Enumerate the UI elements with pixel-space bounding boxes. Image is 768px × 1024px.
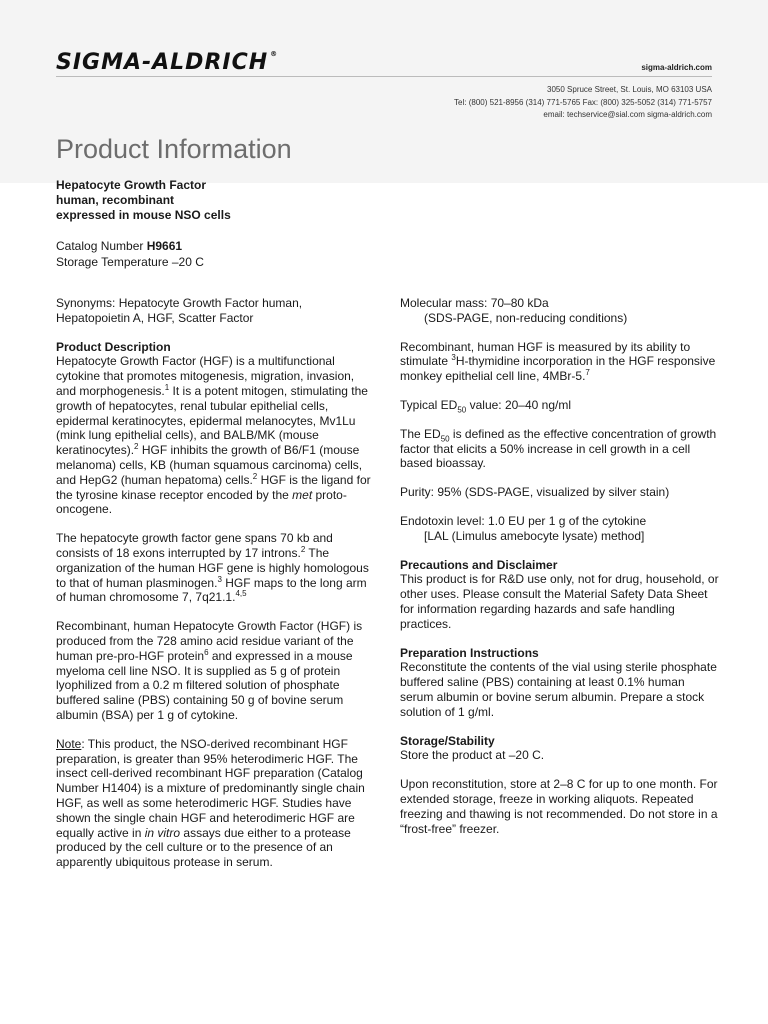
- reference-sup: 2: [252, 471, 258, 481]
- text-run: HGF is the ligand for the tyrosine kinase receptor encoded by the: [56, 472, 371, 502]
- text-run: The hepatocyte growth factor gene spans 70 kb and consists of 18 exons interrupted by 17 introns.: [56, 531, 333, 560]
- email-line[interactable]: email: techservice@sial.com sigma-aldrich.com: [543, 110, 712, 120]
- note-paragraph: [56, 737, 376, 870]
- header-divider: [56, 76, 712, 77]
- text-run: H-thymidine incorporation in the HGF responsive monkey epithelial cell line, 4MBr-5.: [400, 354, 716, 384]
- text-run: : This product, the NSO-derived recombinant HGF preparation, is greater than 95% heterodimeric HGF. The insect cell-derived recombinant HGF preparation (Catalog Number H1404) is a mixture of predominantly single chain HGF, as well as some heterodimeric HGF. Studies have shown the single chain HGF and heterodimeric HGF are equally active in: [56, 736, 365, 840]
- ed50-definition: [400, 427, 720, 471]
- text-run: [LAL (Limulus amebocyte lysate) method]: [424, 528, 645, 543]
- catalog-label: Catalog Number: [56, 239, 147, 253]
- text-run: It is a potent mitogen, stimulating the growth of hepatocytes, renal tubular epithelial cells, epidermal keratinocytes, epidermal melanocytes, Mv1Lu (mink lung epithelial cells), and BALB/MK (mouse keratinocytes).: [56, 383, 368, 458]
- activity-paragraph: [400, 340, 720, 384]
- catalog-info: [56, 238, 204, 270]
- text-run: Recombinant, human Hepatocyte Growth Factor (HGF) is produced from the 728 amino acid residue variant of the human pre-pro-HGF protein: [56, 619, 363, 663]
- registered-mark: ®: [270, 50, 279, 58]
- text-run: The organization of the human HGF gene is highly homologous to that of human plasminogen.: [56, 545, 369, 590]
- text-run: assays due either to a protease produced by the cell culture or to the presence of an apparently ubiquitous protease in serum.: [56, 825, 351, 870]
- description-paragraph: [56, 354, 376, 517]
- italic-term: in vitro: [144, 825, 181, 840]
- note-label: Note: [56, 736, 82, 751]
- section-heading-description: Product Description: [56, 339, 171, 354]
- subscript: 50: [457, 405, 467, 415]
- section-heading-preparation: Preparation Instructions: [400, 645, 539, 660]
- storage-text: Store the product at –20 C.: [400, 748, 545, 763]
- gene-paragraph: [56, 531, 376, 605]
- synonyms: Synonyms: Hepatocyte Growth Factor human, Hepatopoietin A, HGF, Scatter Factor: [56, 296, 303, 325]
- reference-sup: 6: [204, 647, 209, 657]
- reference-sup: 2: [134, 442, 139, 452]
- right-column: [400, 296, 720, 850]
- section-heading-storage: Storage/Stability: [400, 733, 495, 748]
- text-run: Hepatocyte Growth Factor (HGF) is a multifunctional cytokine that promotes mitogenesis, migration, invasion, and morphogenesis.: [56, 354, 355, 398]
- product-name-line: Hepatocyte Growth Factor: [56, 178, 207, 192]
- product-name: [56, 178, 231, 223]
- precautions-text: This product is for R&D use only, not for drug, household, or other uses. Please consult the Material Safety Data Sheet for information regarding hazards and safe handling practices.: [400, 572, 719, 631]
- brand-logo: [56, 50, 278, 75]
- text-run: (SDS-PAGE, non-reducing conditions): [424, 310, 628, 325]
- text-run: HGF inhibits the growth of B6/F1 (mouse melanoma) cells, KB (human squamous carcinoma) cells, and HepG2 (human hepatoma) cells.: [56, 443, 363, 487]
- gene-name: met: [292, 487, 313, 502]
- text-run: Molecular mass: 70–80 kDa: [400, 296, 549, 310]
- recombinant-paragraph: [56, 619, 376, 723]
- reference-sup: 4,5: [235, 589, 247, 599]
- molecular-mass: [400, 296, 720, 326]
- subscript: 50: [440, 434, 450, 444]
- reconstitution-text: Upon reconstitution, store at 2–8 C for up to one month. For extended storage, freeze in working aliquots. Repeated freezing and thawing is not recommended. Do not store in a “frost-free” freezer.: [400, 777, 718, 836]
- reference-sup: 7: [585, 368, 590, 378]
- text-run: The ED: [400, 426, 441, 441]
- section-heading-precautions: Precautions and Disclaimer: [400, 557, 558, 572]
- reference-sup: 1: [164, 382, 170, 392]
- text-run: Typical ED: [400, 397, 458, 412]
- phone-line: Tel: (800) 521-8956 (314) 771-5765 Fax: (800) 325-5052 (314) 771-5757: [454, 97, 712, 107]
- left-column: [56, 296, 376, 884]
- text-run: proto-oncogene.: [56, 487, 347, 517]
- reference-sup: 2: [300, 544, 306, 554]
- catalog-number: H9661: [146, 239, 183, 253]
- text-run: HGF maps to the long arm of human chromosome 7, 7q21.1.: [56, 575, 367, 605]
- purity: Purity: 95% (SDS-PAGE, visualized by silver stain): [400, 485, 670, 500]
- text-run: value: 20–40 ng/ml: [466, 397, 572, 412]
- product-name-line: expressed in mouse NSO cells: [56, 208, 231, 222]
- text-run: is defined as the effective concentration of growth factor that elicits a 50% increase in cell growth in a cell based bioassay.: [400, 426, 717, 471]
- address-line: 3050 Spruce Street, St. Louis, MO 63103 USA: [547, 85, 712, 94]
- text-run: Recombinant, human HGF is measured by its ability to stimulate: [400, 339, 691, 369]
- text-run: and expressed in a mouse myeloma cell line NSO. It is supplied as 5 g of protein lyophilized from a 0.2 m filtered solution of phosphate buffered saline (PBS) containing 50 g of bovine serum albumin (BSA) per 1 g of cytokine.: [56, 648, 353, 722]
- website-link[interactable]: sigma-aldrich.com: [641, 63, 712, 72]
- preparation-text: Reconstitute the contents of the vial using sterile phosphate buffered saline (PBS) containing at least 0.1% human serum albumin or bovine serum albumin. Prepare a stock solution of 1 g/ml.: [400, 660, 717, 719]
- ed50-value: [400, 398, 720, 413]
- storage-temperature: Storage Temperature –20 C: [56, 255, 204, 269]
- catalog-line: [56, 238, 204, 254]
- endotoxin: [400, 514, 720, 544]
- reference-sup: 3: [217, 574, 222, 584]
- contact-block: [454, 84, 712, 122]
- logo-text: SIGMA-ALDRICH: [56, 50, 269, 75]
- text-run: Endotoxin level: 1.0 EU per 1 g of the cytokine: [400, 513, 647, 528]
- product-name-line: human, recombinant: [56, 193, 175, 207]
- page-title: Product Information: [56, 134, 292, 164]
- isotope-sup: 3: [451, 353, 456, 363]
